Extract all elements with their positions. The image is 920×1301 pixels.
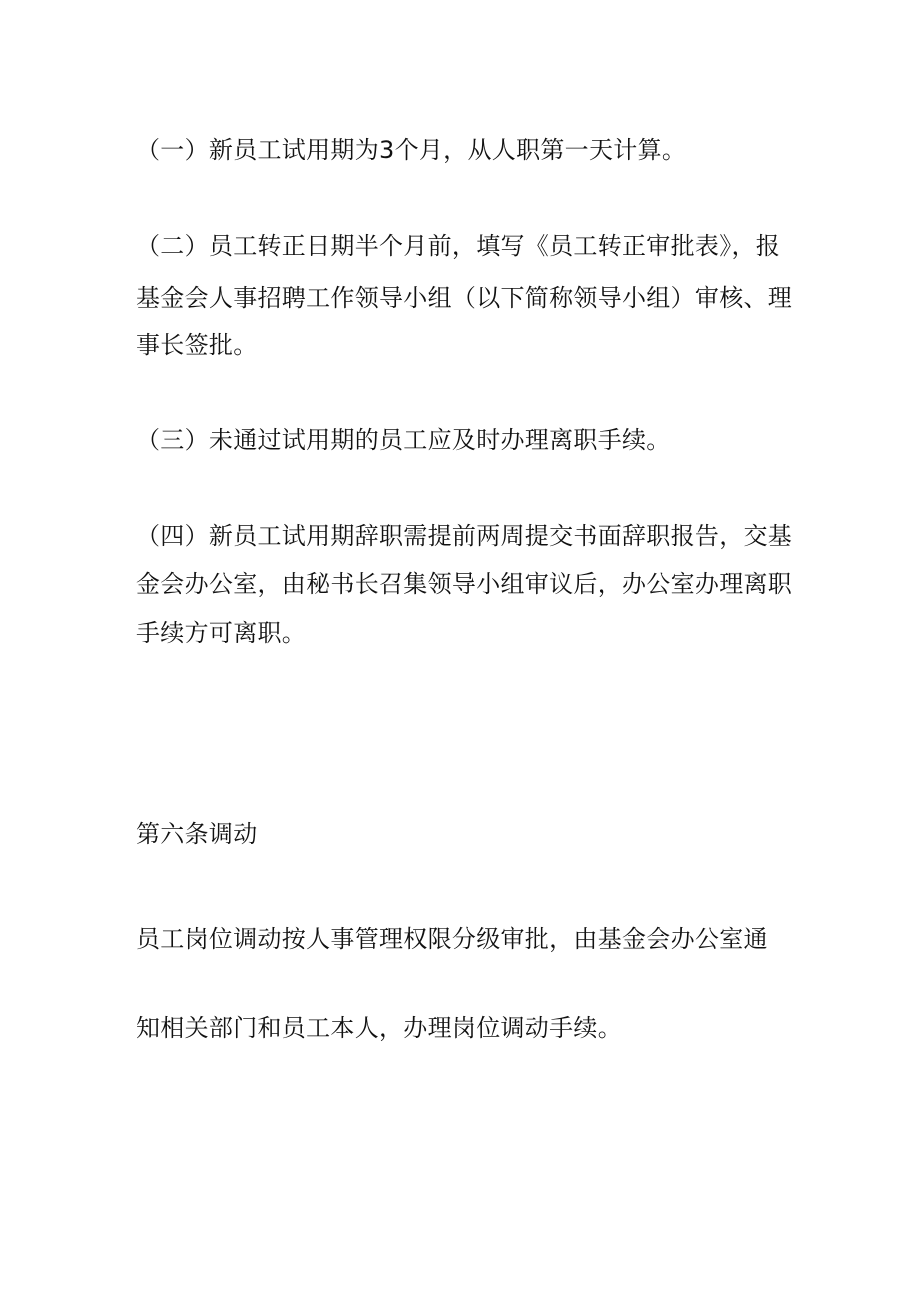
item-4-line-3: 手续方可离职。 bbox=[136, 619, 307, 647]
section-6-paragraph-line-1: 员工岗位调动按人事管理权限分级审批，由基金会办公室通 bbox=[136, 925, 768, 953]
item-1-line-1: （一）新员工试用期为3个月，从人职第一天计算。 bbox=[136, 136, 687, 164]
item-2-line-1: （二）员工转正日期半个月前，填写《员工转正审批表》，报 bbox=[136, 232, 781, 260]
section-6-heading: 第六条调动 bbox=[136, 820, 258, 848]
item-2-line-2: 基金会人事招聘工作领导小组（以下简称领导小组）审核、理 bbox=[136, 284, 793, 312]
item-2-line-3: 事长签批。 bbox=[136, 331, 258, 359]
item-4-line-1: （四）新员工试用期辞职需提前两周提交书面辞职报告，交基 bbox=[136, 522, 793, 550]
item-4-line-2: 金会办公室，由秘书长召集领导小组审议后，办公室办理离职 bbox=[136, 570, 793, 598]
item-3-line-1: （三）未通过试用期的员工应及时办理离职手续。 bbox=[136, 426, 671, 454]
section-6-paragraph-line-2: 知相关部门和员工本人，办理岗位调动手续。 bbox=[136, 1014, 622, 1042]
